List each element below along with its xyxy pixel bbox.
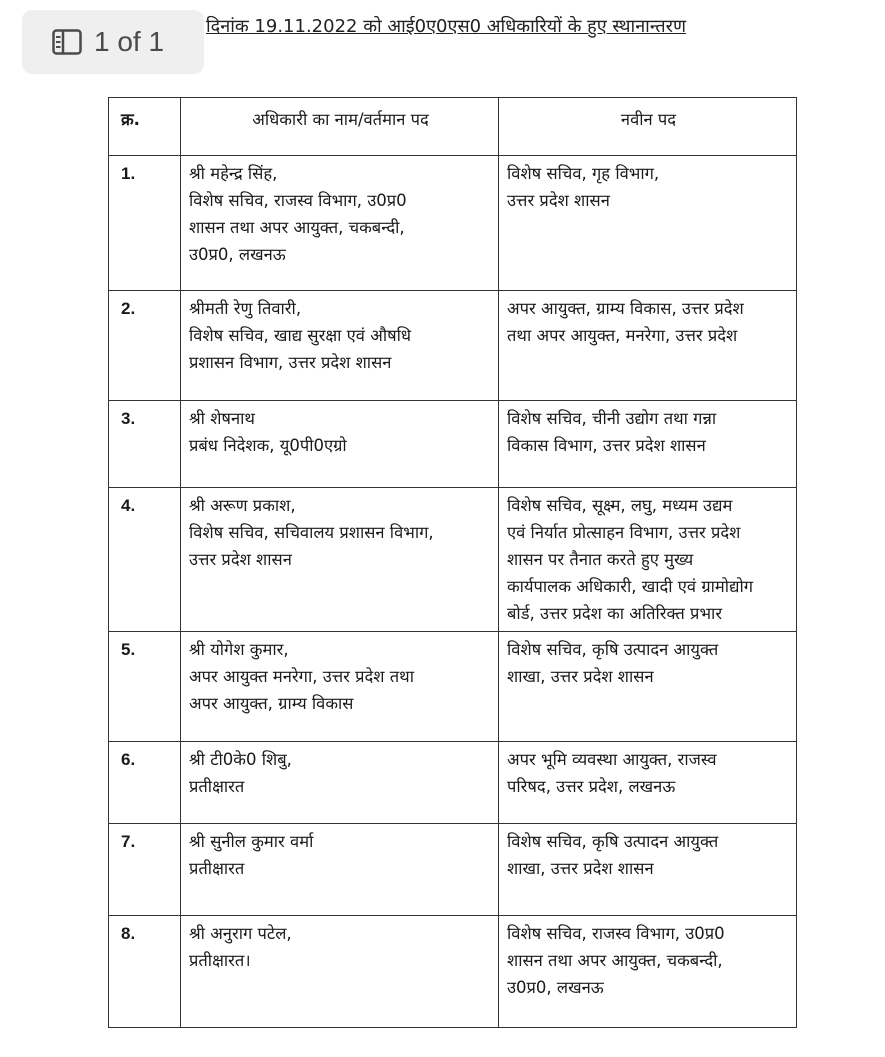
new-post bbox=[499, 291, 797, 401]
pages-icon bbox=[52, 29, 82, 55]
new-post-text-line: विशेष सचिव, कृषि उत्पादन आयुक्त bbox=[507, 640, 719, 659]
column-header-new-post: नवीन पद bbox=[499, 98, 797, 156]
officer-name-current-post bbox=[181, 401, 499, 488]
officer-text-line: प्रशासन विभाग, उत्तर प्रदेश शासन bbox=[189, 353, 392, 372]
row-serial-number: 1. bbox=[109, 156, 181, 291]
new-post-text-line: शासन पर तैनात करते हुए मुख्य bbox=[507, 550, 694, 569]
row-serial-number: 6. bbox=[109, 742, 181, 824]
new-post-text-line: विशेष सचिव, गृह विभाग, bbox=[507, 164, 660, 183]
officer-text-line: अपर आयुक्त, ग्राम्य विकास bbox=[189, 694, 354, 713]
officer-text-line: प्रतीक्षारत bbox=[189, 859, 245, 878]
new-post bbox=[499, 401, 797, 488]
officer-text-line: श्रीमती रेणु तिवारी, bbox=[189, 299, 302, 318]
transfer-table bbox=[108, 97, 797, 1028]
table-row bbox=[109, 742, 797, 824]
new-post-text-line: विकास विभाग, उत्तर प्रदेश शासन bbox=[507, 436, 706, 455]
new-post bbox=[499, 156, 797, 291]
row-serial-number: 3. bbox=[109, 401, 181, 488]
officer-text-line: उत्तर प्रदेश शासन bbox=[189, 550, 292, 569]
officer-name-current-post bbox=[181, 824, 499, 916]
officer-text-line: प्रबंध निदेशक, यू0पी0एग्रो bbox=[189, 436, 347, 455]
page-count-label: 1 of 1 bbox=[94, 26, 165, 57]
column-header-sno: क्र. bbox=[109, 98, 181, 156]
new-post bbox=[499, 632, 797, 742]
row-serial-number: 7. bbox=[109, 824, 181, 916]
new-post bbox=[499, 916, 797, 1028]
officer-name-current-post bbox=[181, 488, 499, 632]
officer-text-line: शासन तथा अपर आयुक्त, चकबन्दी, bbox=[189, 218, 405, 237]
officer-text-line: श्री योगेश कुमार, bbox=[189, 640, 289, 659]
table-row bbox=[109, 824, 797, 916]
new-post-text-line: अपर भूमि व्यवस्था आयुक्त, राजस्व bbox=[507, 750, 717, 769]
document-title: दिनांक 19.11.2022 को आई0ए0एस0 अधिकारियों के हुए स्थानान्तरण bbox=[206, 16, 687, 37]
new-post-text-line: परिषद, उत्तर प्रदेश, लखनऊ bbox=[507, 777, 676, 796]
new-post-text-line: कार्यपालक अधिकारी, खादी एवं ग्रामोद्योग bbox=[507, 577, 754, 596]
new-post-text-line: विशेष सचिव, राजस्व विभाग, उ0प्र0 bbox=[507, 924, 725, 943]
row-serial-number: 8. bbox=[109, 916, 181, 1028]
new-post-text-line: एवं निर्यात प्रोत्साहन विभाग, उत्तर प्रदेश bbox=[507, 523, 741, 542]
officer-text-line: विशेष सचिव, खाद्य सुरक्षा एवं औषधि bbox=[189, 326, 412, 345]
table-header-row bbox=[109, 98, 797, 156]
new-post-text-line: विशेष सचिव, सूक्ष्म, लघु, मध्यम उद्यम bbox=[507, 496, 733, 515]
column-header-officer: अधिकारी का नाम/वर्तमान पद bbox=[181, 98, 499, 156]
new-post-text-line: बोर्ड, उत्तर प्रदेश का अतिरिक्त प्रभार bbox=[507, 604, 723, 623]
page-indicator[interactable] bbox=[22, 10, 204, 74]
officer-name-current-post bbox=[181, 916, 499, 1028]
row-serial-number: 5. bbox=[109, 632, 181, 742]
new-post-text-line: तथा अपर आयुक्त, मनरेगा, उत्तर प्रदेश bbox=[507, 326, 738, 345]
officer-text-line: श्री अनुराग पटेल, bbox=[189, 924, 292, 943]
table-row bbox=[109, 156, 797, 291]
officer-text-line: उ0प्र0, लखनऊ bbox=[189, 245, 286, 264]
officer-text-line: विशेष सचिव, सचिवालय प्रशासन विभाग, bbox=[189, 523, 434, 542]
officer-name-current-post bbox=[181, 742, 499, 824]
new-post-text-line: विशेष सचिव, चीनी उद्योग तथा गन्ना bbox=[507, 409, 717, 428]
officer-name-current-post bbox=[181, 632, 499, 742]
new-post bbox=[499, 488, 797, 632]
officer-text-line: अपर आयुक्त मनरेगा, उत्तर प्रदेश तथा bbox=[189, 667, 414, 686]
table-row bbox=[109, 916, 797, 1028]
row-serial-number: 4. bbox=[109, 488, 181, 632]
officer-name-current-post bbox=[181, 156, 499, 291]
new-post bbox=[499, 824, 797, 916]
new-post-text-line: शासन तथा अपर आयुक्त, चकबन्दी, bbox=[507, 951, 723, 970]
officer-text-line: विशेष सचिव, राजस्व विभाग, उ0प्र0 bbox=[189, 191, 407, 210]
officer-text-line: श्री सुनील कुमार वर्मा bbox=[189, 832, 314, 851]
new-post-text-line: शाखा, उत्तर प्रदेश शासन bbox=[507, 859, 654, 878]
table-row bbox=[109, 632, 797, 742]
new-post-text-line: उत्तर प्रदेश शासन bbox=[507, 191, 610, 210]
new-post-text-line: शाखा, उत्तर प्रदेश शासन bbox=[507, 667, 654, 686]
new-post-text-line: उ0प्र0, लखनऊ bbox=[507, 978, 604, 997]
table-row bbox=[109, 291, 797, 401]
new-post bbox=[499, 742, 797, 824]
officer-text-line: श्री अरूण प्रकाश, bbox=[189, 496, 296, 515]
officer-name-current-post bbox=[181, 291, 499, 401]
officer-text-line: प्रतीक्षारत bbox=[189, 777, 245, 796]
new-post-text-line: विशेष सचिव, कृषि उत्पादन आयुक्त bbox=[507, 832, 719, 851]
officer-text-line: श्री महेन्द्र सिंह, bbox=[189, 164, 278, 183]
row-serial-number: 2. bbox=[109, 291, 181, 401]
officer-text-line: श्री टी0के0 शिबु, bbox=[189, 750, 292, 769]
new-post-text-line: अपर आयुक्त, ग्राम्य विकास, उत्तर प्रदेश bbox=[507, 299, 744, 318]
officer-text-line: श्री शेषनाथ bbox=[189, 409, 255, 428]
table-row bbox=[109, 488, 797, 632]
table-row bbox=[109, 401, 797, 488]
officer-text-line: प्रतीक्षारत। bbox=[189, 951, 251, 970]
